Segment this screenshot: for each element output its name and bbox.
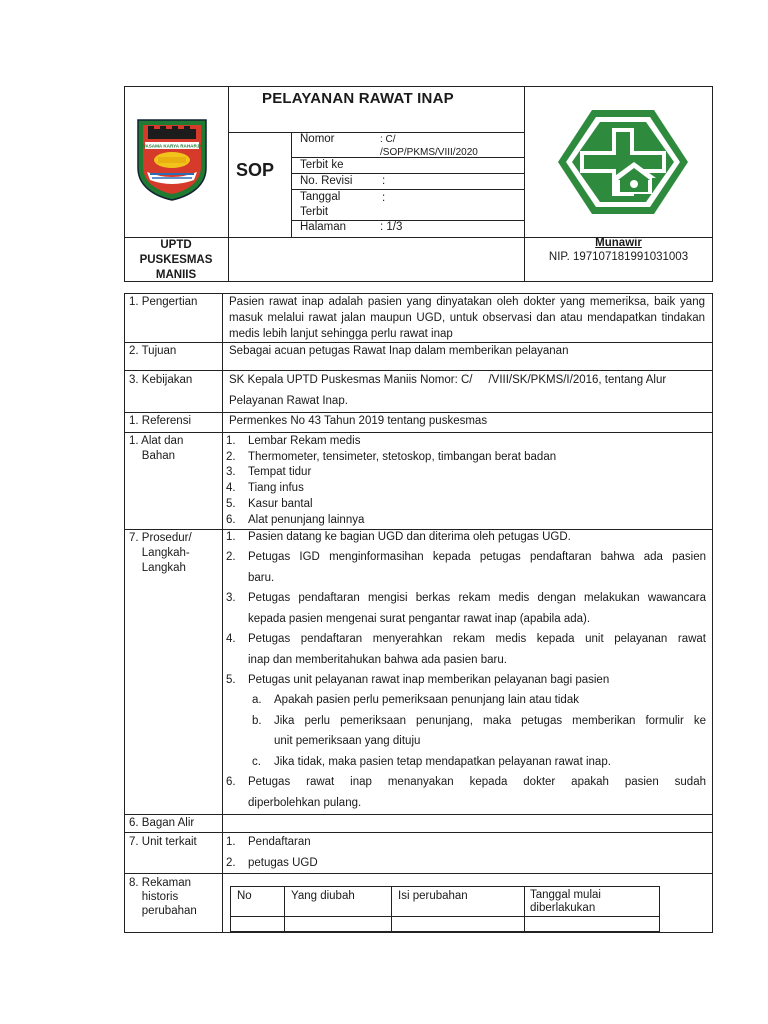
list-item: 1. Pendaftaran	[226, 836, 311, 848]
field-value-halaman: : 1/3	[380, 221, 403, 233]
regional-logo-motto: WASAMA KARYA RAHARJA	[141, 143, 203, 149]
list-item: 2. Thermometer, tensimeter, stetoskop, timbangan berat badan	[226, 451, 557, 463]
procedure-substep: Apakah pasien perlu pemeriksaan penunjang lain atau tidak	[274, 694, 579, 706]
procedure-step: Petugas pendaftaran mengisi berkas rekam medis dengan melakukan wawancara	[248, 592, 706, 604]
procedure-step-cont: inap dan memberitahukan bahwa ada pasien baru.	[248, 654, 507, 666]
procedure-step-number: 5.	[226, 674, 236, 686]
label-unit-terkait: 7. Unit terkait	[129, 836, 197, 848]
procedure-step-number: 6.	[226, 776, 236, 788]
procedure-step: 1. Pasien datang ke bagian UGD dan diterima oleh petugas UGD.	[226, 531, 571, 543]
list-item: 5. Kasur bantal	[226, 498, 313, 510]
procedure-step-cont: diperbolehkan pulang.	[248, 797, 362, 809]
procedure-step-number: 4.	[226, 633, 236, 645]
list-item: 6. Alat penunjang lainnya	[226, 514, 365, 526]
row-sep-8	[124, 873, 713, 874]
procedure-step-cont: baru.	[248, 572, 275, 584]
field-label-nomor: Nomor	[300, 133, 335, 145]
text-referensi: Permenkes No 43 Tahun 2019 tentang puskesmas	[229, 415, 488, 427]
text-pengertian: Pasien rawat inap adalah pasien yang dinyatakan oleh dokter yang memeriksa, baik yang masuk melalui rawat jalan maupun UGD, untuk observasi dan atau mendapatkan tindakan medis lebih lanjut sehingga perlu rawat inap	[229, 296, 705, 340]
procedure-step: Petugas IGD menginformasihan kepada petugas pendaftaran bahwa ada pasien	[248, 551, 706, 563]
history-col-divider	[524, 886, 525, 932]
field-label-tanggal: Tanggal Terbit	[300, 191, 341, 218]
procedure-substep: Jika tidak, maka pasien tetap mendapatkan pelayanan rawat inap.	[274, 756, 611, 768]
list-item: 4. Tiang infus	[226, 482, 304, 494]
history-col-divider	[284, 886, 285, 932]
label-pengertian: 1. Pengertian	[129, 296, 198, 308]
puskesmas-logo	[556, 108, 690, 216]
list-prosedur	[226, 530, 706, 814]
list-item: 2. petugas UGD	[226, 857, 318, 869]
header-title-line	[228, 132, 524, 133]
history-col-yang-diubah: Yang diubah	[291, 890, 355, 902]
procedure-step: Petugas unit pelayanan rawat inap memberikan pelayanan bagi pasien	[248, 674, 610, 686]
history-col-isi-perubahan: Isi perubahan	[398, 890, 468, 902]
procedure-step-cont: kepada pasien mengenai surat pengantar rawat inap (apabila ada).	[248, 613, 591, 625]
signer-name: Munawir	[595, 237, 642, 249]
procedure-step-number: 3.	[226, 592, 236, 604]
header-divider-left	[228, 86, 229, 282]
regional-logo	[134, 116, 210, 202]
procedure-substep-number: a.	[252, 694, 262, 706]
field-label-halaman: Halaman	[300, 221, 347, 233]
procedure-step: Petugas rawat inap menanyakan kepada dokter apakah pasien sudah	[248, 776, 706, 788]
history-col-no: No	[237, 890, 252, 902]
signer-nip: NIP. 197107181991031003	[548, 251, 689, 263]
label-tujuan: 2. Tujuan	[129, 345, 177, 357]
field-value-revisi: :	[382, 175, 386, 187]
list-item: 3. Tempat tidur	[226, 466, 312, 478]
header-divider-sop	[291, 132, 292, 237]
label-referensi: 1. Referensi	[129, 415, 192, 427]
history-col-tanggal: Tanggal mulai diberlakukan	[530, 889, 601, 914]
text-tujuan: Sebagai acuan petugas Rawat Inap dalam memberikan pelayanan	[229, 345, 569, 357]
procedure-substep-number: c.	[252, 756, 261, 768]
organization-name: UPTD PUSKESMAS MANIIS	[139, 239, 213, 281]
row-sep-2	[124, 370, 713, 371]
procedure-substep: Jika perlu pemeriksaan penunjang, maka petugas memberikan formulir ke	[274, 715, 706, 727]
row-sep-7	[124, 832, 713, 833]
body-divider	[222, 293, 223, 933]
field-line-2	[291, 173, 524, 174]
field-label-terbit-ke: Terbit ke	[300, 159, 344, 171]
label-kebijakan: 3. Kebijakan	[129, 374, 193, 386]
sop-label: SOP	[236, 160, 275, 180]
procedure-substep-number: b.	[252, 715, 262, 727]
row-sep-3	[124, 412, 713, 413]
procedure-step-number: 2.	[226, 551, 236, 563]
procedure-step: Petugas pendaftaran menyerahkan rekam medis kepada unit pelayanan rawat	[248, 633, 706, 645]
history-col-divider	[391, 886, 392, 932]
document-title: PELAYANAN RAWAT INAP	[262, 90, 454, 107]
list-alat-bahan	[226, 434, 706, 529]
row-sep-6	[124, 814, 713, 815]
label-rekaman-historis: 8. Rekaman historis perubahan	[129, 877, 197, 917]
procedure-substep-cont: unit pemeriksaan yang dituju	[274, 735, 421, 747]
label-bagan-alir: 6. Bagan Alir	[129, 817, 195, 829]
history-header-line	[230, 916, 660, 917]
text-kebijakan-line1: SK Kepala UPTD Puskesmas Maniis Nomor: C/ /VIII/SK/PKMS/I/2016, tentang Alur	[229, 374, 667, 386]
field-value-tanggal: :	[382, 192, 386, 204]
text-kebijakan-line2: Pelayanan Rawat Inap.	[229, 395, 348, 407]
label-prosedur: 7. Prosedur/ Langkah- Langkah	[129, 532, 192, 574]
field-value-nomor: : C/ /SOP/PKMS/VIII/2020	[380, 134, 478, 158]
list-item: 1. Lembar Rekam medis	[226, 435, 361, 447]
row-sep-1	[124, 342, 713, 343]
row-sep-4	[124, 432, 713, 433]
label-alat-bahan: 1. Alat dan Bahan	[129, 435, 184, 462]
field-label-revisi: No. Revisi	[300, 175, 353, 187]
